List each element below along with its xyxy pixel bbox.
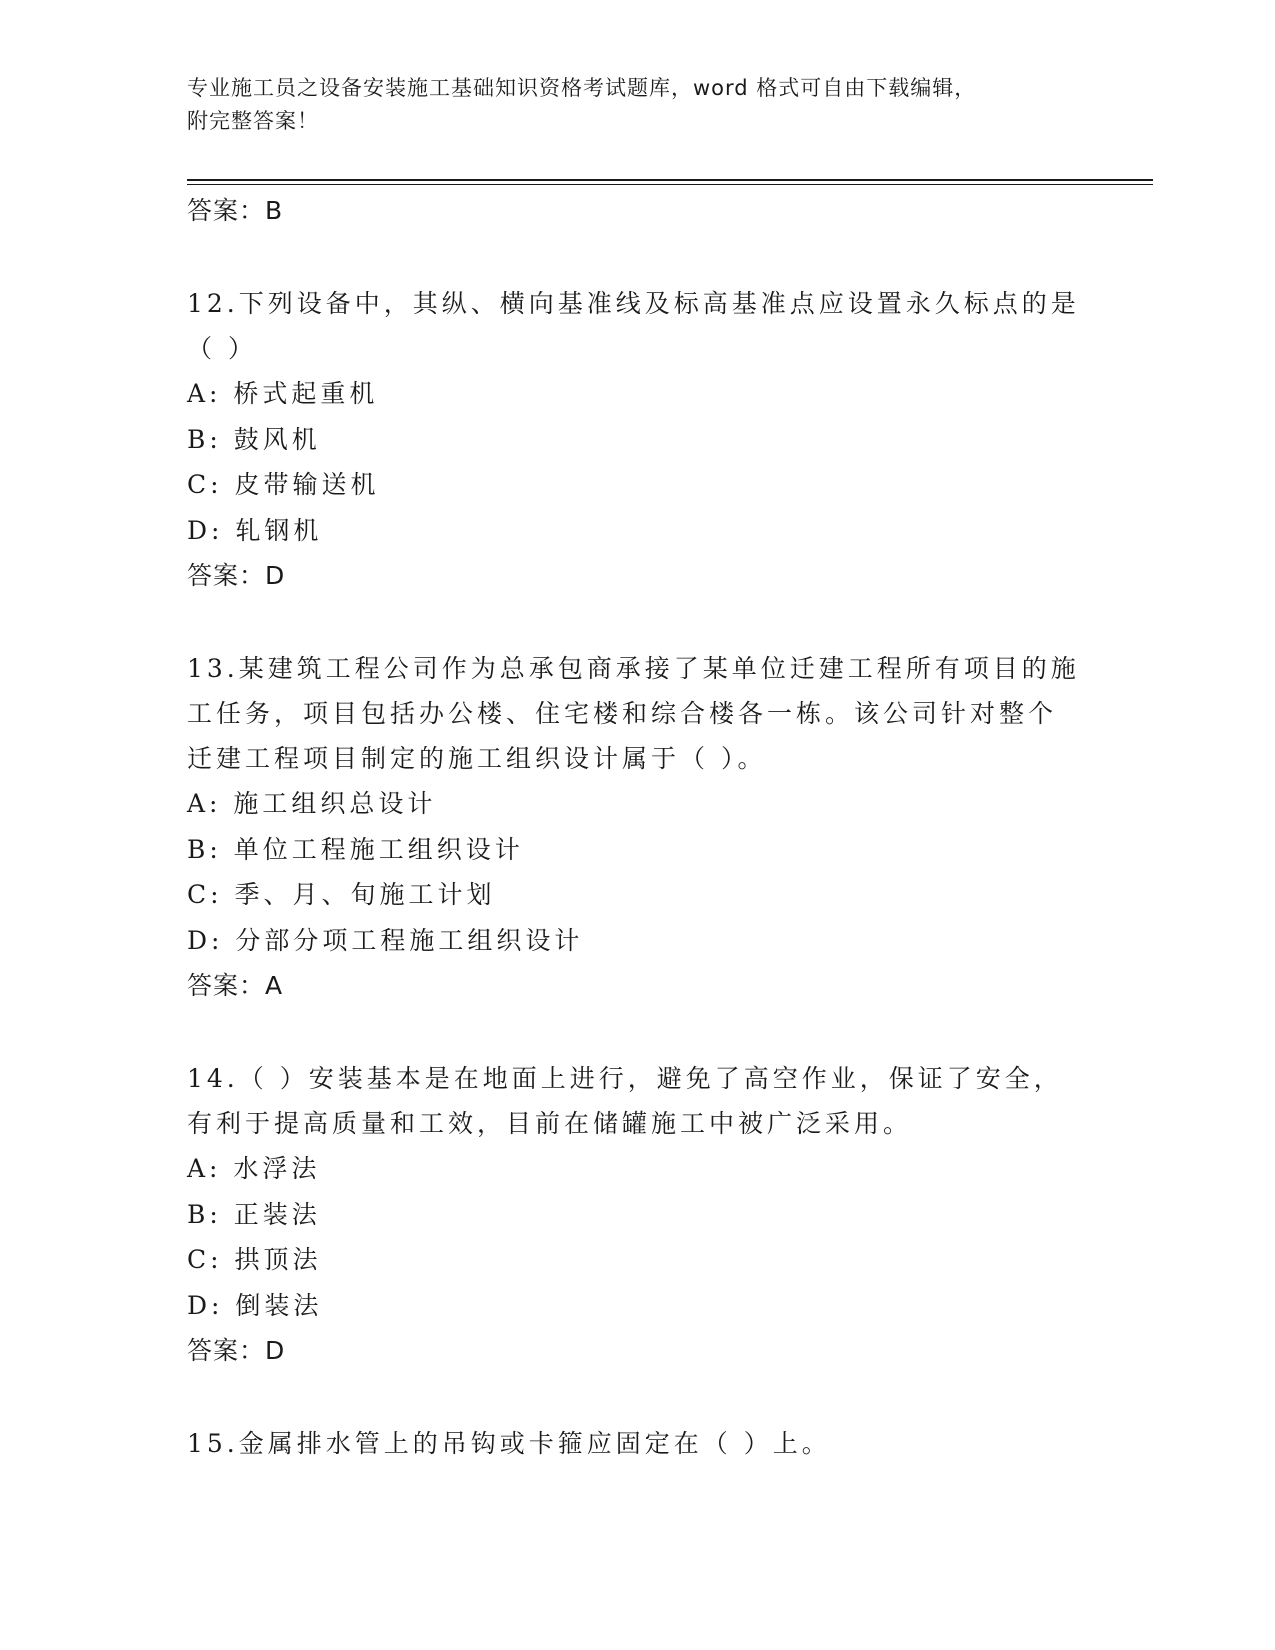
- header-divider-thick: [187, 179, 1153, 181]
- question-12-option-c: C: 皮带输送机: [187, 470, 380, 499]
- question-15-line-1: 15.金属排水管上的吊钩或卡箍应固定在（ ）上。: [187, 1429, 831, 1458]
- header-divider-thin: [187, 184, 1153, 185]
- question-12-answer: 答案：D: [187, 561, 286, 590]
- question-12-option-b: B: 鼓风机: [187, 424, 321, 454]
- question-12-line-2: （ ）: [187, 334, 257, 363]
- spacer: [187, 599, 1087, 646]
- question-13-option-b: B: 单位工程施工组织设计: [187, 834, 524, 864]
- header-line-2: 附完整答案！: [187, 109, 319, 133]
- question-12-line-1: 12.下列设备中，其纵、横向基准线及标高基准点应设置永久标点的是: [187, 289, 1080, 318]
- question-13-line-3: 迁建工程项目制定的施工组织设计属于（ ）。: [187, 744, 767, 773]
- answer-line-q11: 答案：B: [187, 196, 284, 225]
- question-13: [187, 646, 1087, 1009]
- question-14-option-d: D: 倒装法: [187, 1290, 323, 1320]
- question-13-option-c: C: 季、月、旬施工计划: [187, 880, 496, 909]
- header-line-1: 专业施工员之设备安装施工基础知识资格考试题库，word 格式可自由下载编辑，: [187, 76, 977, 100]
- question-14-answer: 答案：D: [187, 1336, 286, 1365]
- question-13-line-1: 13.某建筑工程公司作为总承包商承接了某单位迁建工程所有项目的施: [187, 654, 1080, 683]
- question-13-line-2: 工任务，项目包括办公楼、住宅楼和综合楼各一栋。该公司针对整个: [187, 699, 1058, 728]
- question-12: [187, 281, 1087, 599]
- spacer: [187, 1009, 1087, 1056]
- question-14-option-a: A: 水浮法: [187, 1154, 321, 1183]
- question-14-option-b: B: 正装法: [187, 1199, 321, 1229]
- question-13-option-a: A: 施工组织总设计: [187, 789, 437, 818]
- spacer: [187, 1374, 1087, 1421]
- question-list: [187, 188, 1087, 1466]
- question-12-option-a: A: 桥式起重机: [187, 379, 379, 408]
- question-12-option-d: D: 轧钢机: [187, 515, 323, 545]
- question-14: [187, 1056, 1087, 1374]
- question-13-option-d: D: 分部分项工程施工组织设计: [187, 925, 584, 955]
- spacer: [187, 234, 1087, 281]
- question-14-line-2: 有利于提高质量和工效，目前在储罐施工中被广泛采用。: [187, 1109, 913, 1138]
- question-14-option-c: C: 拱顶法: [187, 1245, 322, 1274]
- question-13-answer: 答案：A: [187, 971, 284, 1000]
- question-14-line-1: 14.（ ）安装基本是在地面上进行，避免了高空作业，保证了安全，: [187, 1064, 1063, 1093]
- document-header: [187, 72, 1087, 138]
- question-15: [187, 1421, 1087, 1466]
